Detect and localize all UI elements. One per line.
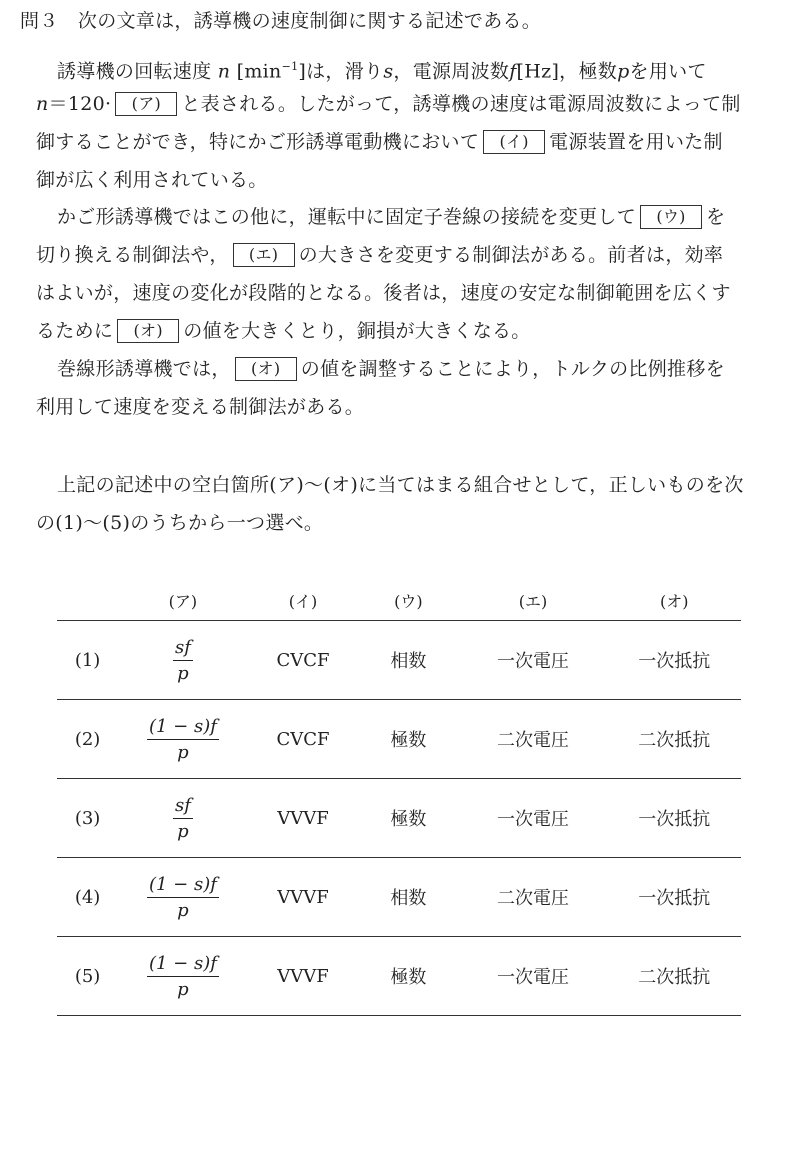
fraction-numerator: sf [173, 795, 193, 819]
blank-box-o-2: (オ) [235, 357, 297, 381]
choice-power-supply: CVCF [248, 700, 359, 779]
text-segment: ，電源周波数 [393, 60, 510, 83]
instruction-line-2: の(1)～(5)のうちから一つ選べ。 [36, 512, 324, 534]
choice-resistance: 二次抵抗 [608, 937, 741, 1016]
choice-switch-target: 極数 [358, 700, 458, 779]
fraction [147, 953, 219, 1000]
text-segment: ＝120· [48, 93, 112, 115]
choice-power-supply: VVVF [248, 937, 359, 1016]
choice-formula [118, 858, 248, 937]
text-segment: ]は，滑り [298, 60, 384, 83]
instruction-line-1: 上記の記述中の空白箇所(ア)～(オ)に当てはまる組合せとして，正しいものを次 [57, 474, 744, 496]
choice-number: (5) [57, 937, 118, 1016]
text-segment: の値を調整することにより，トルクの比例推移を [300, 358, 725, 380]
header-cell-o: (オ) [608, 580, 741, 621]
text-segment: の大きさを変更する制御法がある。前者は，効率 [298, 244, 724, 266]
choice-power-supply: VVVF [248, 858, 359, 937]
choice-switch-target: 相数 [358, 858, 458, 937]
table-row [57, 937, 741, 1016]
paragraph-1-line-3 [36, 130, 723, 154]
fraction [147, 716, 219, 763]
choice-number: (3) [57, 779, 118, 858]
text-segment: 御することができ，特にかご形誘導電動機において [36, 131, 480, 153]
header-cell-e: (エ) [459, 580, 608, 621]
paragraph-3-line-2: 利用して速度を変える制御法がある。 [36, 396, 365, 418]
choice-power-supply: CVCF [248, 621, 359, 700]
choice-voltage: 二次電圧 [459, 858, 608, 937]
choice-resistance: 一次抵抗 [608, 621, 741, 700]
choice-power-supply: VVVF [248, 779, 359, 858]
paragraph-1-line-4: 御が広く利用されている。 [36, 169, 268, 191]
table-row [57, 779, 741, 858]
question-title: 問３ 次の文章は，誘導機の速度制御に関する記述である。 [20, 10, 542, 32]
unit-min: [min [236, 60, 282, 83]
text-segment: 誘導機の回転速度 [57, 60, 212, 83]
fraction-numerator: (1 − s)f [147, 953, 219, 977]
choice-formula [118, 621, 248, 700]
variable-n: n [36, 93, 49, 115]
choice-number: (2) [57, 700, 118, 779]
variable-f: f [509, 60, 517, 83]
text-segment: るために [36, 320, 114, 342]
fraction [147, 874, 219, 921]
fraction-numerator: sf [173, 637, 193, 661]
text-segment: を用いて [629, 60, 707, 83]
text-segment: 巻線形誘導機では， [57, 358, 231, 380]
header-cell-a: (ア) [118, 580, 248, 621]
unit-exponent: −1 [281, 60, 299, 73]
header-cell-i: (イ) [248, 580, 359, 621]
text-segment: を [706, 206, 726, 228]
paragraph-1-line-2 [36, 92, 741, 116]
variable-s: s [383, 60, 394, 83]
text-segment: [Hz]，極数 [516, 60, 618, 83]
text-segment: 切り換える制御法や， [36, 244, 229, 266]
fraction-denominator: p [177, 662, 189, 684]
table-header-row [57, 580, 741, 621]
choice-formula [118, 779, 248, 858]
choices-table [57, 580, 741, 1016]
choice-voltage: 一次電圧 [459, 621, 608, 700]
choice-resistance: 二次抵抗 [608, 700, 741, 779]
table-row [57, 700, 741, 779]
text-segment: 電源装置を用いた制 [549, 131, 723, 153]
paragraph-3-line-1 [57, 357, 725, 381]
fraction-denominator: p [177, 978, 189, 1000]
fraction-denominator: p [177, 741, 189, 763]
text-segment: かご形誘導機ではこの他に，運転中に固定子巻線の接続を変更して [57, 206, 637, 228]
paragraph-2-line-1 [57, 205, 725, 229]
variable-n: n [211, 60, 237, 83]
blank-box-i: (イ) [483, 130, 545, 154]
choice-resistance: 一次抵抗 [608, 779, 741, 858]
choice-switch-target: 極数 [358, 779, 458, 858]
choice-voltage: 一次電圧 [459, 937, 608, 1016]
choice-switch-target: 極数 [358, 937, 458, 1016]
choice-voltage: 一次電圧 [459, 779, 608, 858]
fraction-denominator: p [177, 899, 189, 921]
paragraph-2-line-4 [36, 319, 531, 343]
paragraph-1-line-1 [57, 55, 707, 83]
blank-box-o: (オ) [117, 319, 179, 343]
paragraph-2-line-2 [36, 243, 723, 267]
blank-box-u: (ウ) [640, 205, 702, 229]
text-segment: の値を大きくとり，銅損が大きくなる。 [183, 320, 531, 342]
fraction-numerator: (1 − s)f [147, 716, 219, 740]
table-row [57, 621, 741, 700]
fraction [173, 795, 193, 842]
blank-box-a: (ア) [115, 92, 177, 116]
choice-switch-target: 相数 [358, 621, 458, 700]
fraction-numerator: (1 − s)f [147, 874, 219, 898]
paragraph-2-line-3: はよいが，速度の変化が段階的となる。後者は，速度の安定な制御範囲を広くす [36, 282, 731, 304]
text-segment: と表される。したがって，誘導機の速度は電源周波数によって制 [181, 93, 741, 115]
choice-voltage: 二次電圧 [459, 700, 608, 779]
choice-resistance: 一次抵抗 [608, 858, 741, 937]
choice-formula [118, 937, 248, 1016]
choice-number: (4) [57, 858, 118, 937]
choice-formula [118, 700, 248, 779]
choice-number: (1) [57, 621, 118, 700]
blank-box-e: (エ) [233, 243, 295, 267]
table-row [57, 858, 741, 937]
fraction [173, 637, 193, 684]
variable-p: p [617, 60, 630, 83]
fraction-denominator: p [177, 820, 189, 842]
header-cell-u: (ウ) [358, 580, 458, 621]
header-cell-num [57, 580, 118, 621]
